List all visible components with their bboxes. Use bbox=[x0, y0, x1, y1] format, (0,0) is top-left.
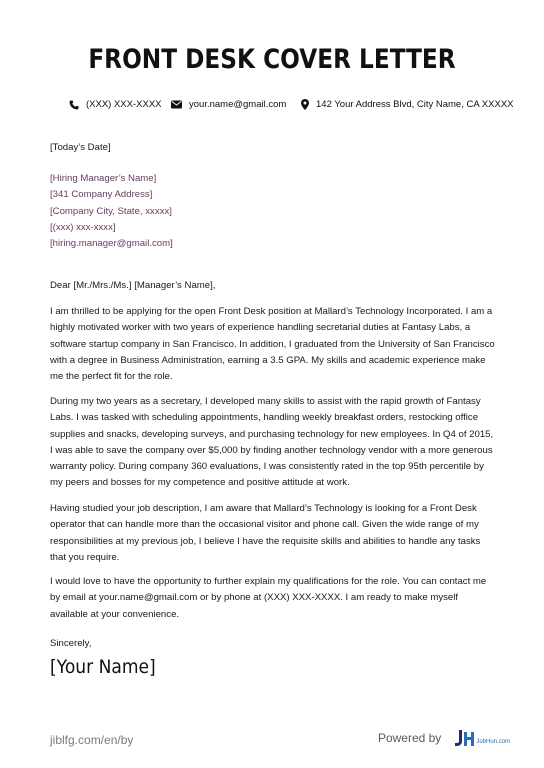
recipient-block bbox=[50, 171, 498, 252]
recipient-phone: [(xxx) xxx-xxxx] bbox=[50, 221, 116, 233]
paragraph-closing: I would love to have the opportunity to further explain my qualifications for the role. You can contact me by email at your.name@gmail.com or by phone at (XXX) XXX-XXXX. I am ready to make myself available at your convenience. bbox=[50, 576, 487, 620]
jobhun-logo-text: JobHun.com bbox=[476, 739, 510, 745]
paragraph-fit: Having studied your job description, I am aware that Mallard’s Technology is looking for a Front Desk operator that can handle more than the occasional visitor and phone call. Given the wide range of my responsibilities at my previous job, I believe I have the requisite skills and abilities to handle any tasks that you require. bbox=[50, 503, 481, 563]
footer-source-link[interactable]: jiblfg.com/en/by bbox=[50, 733, 134, 747]
paragraph-experience: During my two years as a secretary, I developed many skills to assist with the rapid growth of Fantasy Labs. I was tasked with scheduling appointments, handling weekly breakfast orders, restocking office supplies and snacks, developing surveys, and purchasing technology for new employees. In Q4 of 2015, I was able to save the company over $5,000 by finding another technology vendor with a more generous warranty policy. During company 360 evaluations, I was consistently rated in the top 95th percentile by my peers and bosses for my competence and positive attitude at work. bbox=[50, 396, 494, 489]
footer-branding bbox=[378, 728, 510, 748]
paragraph-intro: I am thrilled to be applying for the open Front Desk position at Mallard’s Technology Incorporated. I am a highly motivated worker with two years of experience handling secretarial duties at Fantasy Labs, a software startup company in San Francisco. In addition, I graduated from the University of San Francisco with a degree in Business Administration, earning a 3.5 GPA. My skills and academic experience make me the perfect fit for the role. bbox=[50, 306, 495, 383]
signature-name: [Your Name] bbox=[50, 656, 156, 678]
jobhun-logo-icon bbox=[453, 728, 475, 748]
powered-by-label: Powered by bbox=[377, 731, 442, 745]
contact-email-text: your.name@gmail.com bbox=[189, 99, 287, 110]
phone-icon bbox=[69, 100, 79, 110]
document-title: FRONT DESK COVER LETTER bbox=[88, 44, 456, 75]
contact-address bbox=[301, 99, 514, 110]
jobhun-logo[interactable] bbox=[453, 728, 510, 748]
contact-email bbox=[171, 99, 286, 110]
contact-phone-text: (XXX) XXX-XXXX bbox=[86, 99, 162, 110]
recipient-address: [341 Company Address] bbox=[50, 189, 153, 201]
contact-phone bbox=[69, 99, 162, 110]
letter-date: [Today’s Date] bbox=[50, 142, 111, 153]
greeting: Dear [Mr./Mrs./Ms.] [Manager’s Name], bbox=[50, 280, 216, 291]
closing-salutation: Sincerely, bbox=[50, 638, 92, 649]
envelope-icon bbox=[171, 100, 182, 109]
recipient-email: [hiring.manager@gmail.com] bbox=[50, 238, 173, 250]
recipient-name: [Hiring Manager’s Name] bbox=[50, 173, 157, 184]
recipient-city: [Company City, State, xxxxx] bbox=[50, 205, 172, 217]
location-pin-icon bbox=[301, 99, 309, 110]
contact-address-text: 142 Your Address Blvd, City Name, CA XXXXX bbox=[316, 99, 514, 110]
